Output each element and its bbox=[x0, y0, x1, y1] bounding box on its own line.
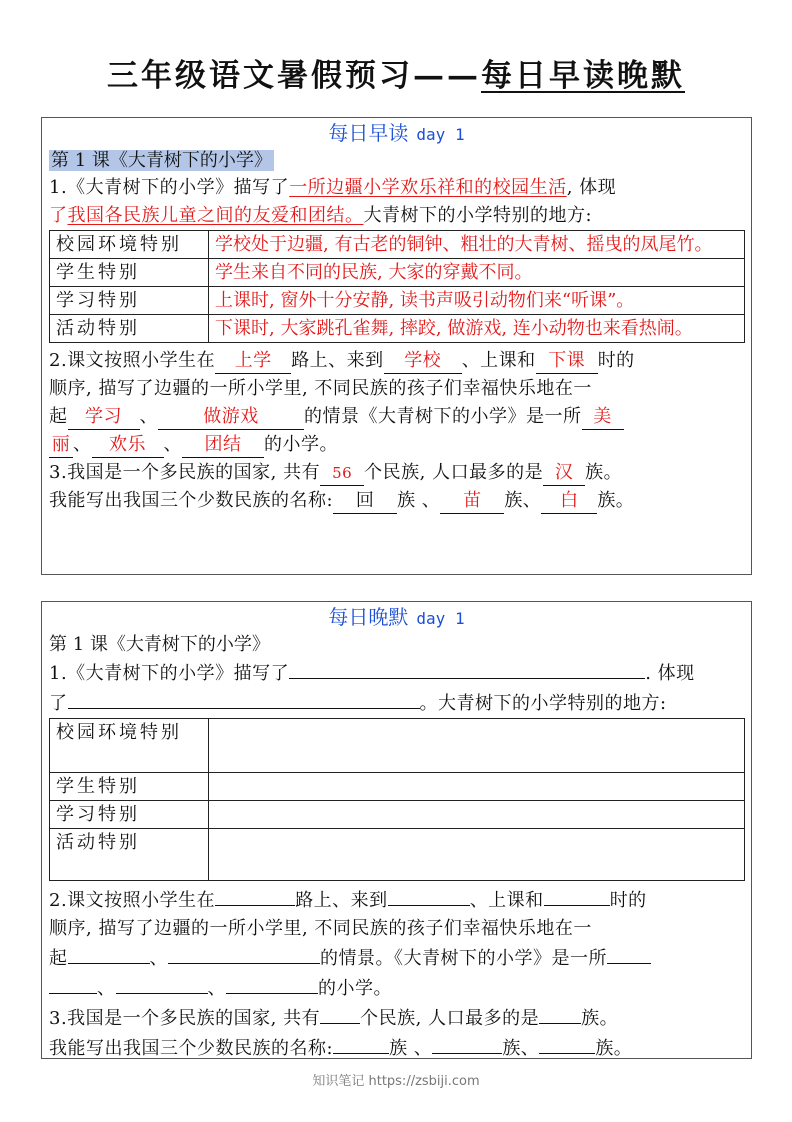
evening-heading-label: 每日晚默 bbox=[328, 605, 409, 629]
q3-answer: 56 bbox=[320, 461, 364, 486]
q2-blank[interactable] bbox=[388, 885, 470, 906]
table-key: 校园环境特别 bbox=[50, 231, 209, 259]
q1-mid: . 体现 bbox=[645, 663, 695, 684]
q2-answer: 美 bbox=[582, 405, 624, 430]
q2-text: 、 bbox=[163, 434, 182, 455]
q3-answer: 苗 bbox=[440, 489, 504, 514]
morning-day-label: day 1 bbox=[416, 125, 465, 144]
q3-text: 族。 bbox=[585, 462, 623, 483]
q2-text: 、 bbox=[97, 978, 116, 999]
table-value: 下课时, 大家跳孔雀舞, 摔跤, 做游戏, 连小动物也来看热闹。 bbox=[209, 315, 745, 343]
q1-pre2: 了 bbox=[49, 693, 68, 714]
q1-pre2: 了 bbox=[49, 205, 68, 226]
q2-text: 、 bbox=[73, 434, 92, 455]
q3-text: 个民族, 人口最多的是 bbox=[364, 462, 544, 483]
q3-answer: 白 bbox=[541, 489, 597, 514]
q1-blank[interactable] bbox=[289, 658, 645, 679]
table-blank-cell[interactable] bbox=[209, 719, 745, 773]
q2-text: 顺序, 描写了边疆的一所小学里, 不同民族的孩子们幸福快乐地在一 bbox=[49, 918, 592, 939]
q2-blank[interactable] bbox=[607, 943, 651, 964]
q3-text: 族 、 bbox=[397, 490, 441, 511]
evening-question-1 bbox=[42, 658, 751, 718]
q1-suffix: 。大青树下的小学特别的地方: bbox=[419, 693, 667, 714]
q2-answer: 学校 bbox=[384, 349, 462, 374]
evening-heading bbox=[42, 603, 751, 631]
table-key: 学习特别 bbox=[50, 801, 209, 829]
table-key: 学生特别 bbox=[50, 773, 209, 801]
q2-text: 2.课文按照小学生在 bbox=[49, 350, 216, 371]
table-key: 学生特别 bbox=[50, 259, 209, 287]
q3-text: 我能写出我国三个少数民族的名称: bbox=[49, 490, 334, 511]
q1-prefix: 1.《大青树下的小学》描写了 bbox=[49, 663, 290, 684]
evening-dictation-panel bbox=[41, 601, 752, 1059]
morning-feature-table bbox=[49, 230, 745, 343]
evening-lesson-title: 第 1 课《大青树下的小学》 bbox=[49, 634, 270, 655]
table-row bbox=[50, 829, 745, 881]
q3-answer: 回 bbox=[333, 489, 397, 514]
q1-mid: , 体现 bbox=[566, 177, 617, 198]
table-row bbox=[50, 315, 745, 343]
lesson-title-text: 第 1 课《大青树下的小学》 bbox=[51, 150, 272, 171]
q1-suffix: 大青树下的小学特别的地方: bbox=[363, 205, 593, 226]
q3-text: 3.我国是一个多民族的国家, 共有 bbox=[49, 462, 321, 483]
q2-answer: 丽 bbox=[49, 433, 73, 458]
evening-feature-table bbox=[49, 718, 745, 881]
q3-text: 我能写出我国三个少数民族的名称: bbox=[49, 1038, 334, 1059]
q3-text: 族。 bbox=[595, 1038, 633, 1059]
q2-text: 起 bbox=[49, 948, 68, 969]
q3-blank[interactable] bbox=[539, 1033, 595, 1054]
q2-text: 、 bbox=[149, 948, 168, 969]
q3-text: 族、 bbox=[502, 1038, 540, 1059]
table-blank-cell[interactable] bbox=[209, 829, 745, 881]
morning-question-2 bbox=[42, 347, 751, 459]
morning-heading bbox=[42, 119, 751, 147]
q2-answer: 团结 bbox=[182, 433, 264, 458]
table-key: 校园环境特别 bbox=[50, 719, 209, 773]
q2-text: 、上课和 bbox=[461, 350, 536, 371]
q3-blank[interactable] bbox=[333, 1033, 389, 1054]
q2-answer: 欢乐 bbox=[92, 433, 164, 458]
q2-text: 时的 bbox=[609, 890, 647, 911]
table-value: 学生来自不同的民族, 大家的穿戴不同。 bbox=[209, 259, 745, 287]
q2-text: 时的 bbox=[597, 350, 635, 371]
q1-prefix: 1.《大青树下的小学》描写了 bbox=[49, 177, 290, 198]
q2-text: 的情景《大青树下的小学》是一所 bbox=[304, 406, 582, 427]
table-key: 活动特别 bbox=[50, 315, 209, 343]
q3-blank[interactable] bbox=[539, 1003, 581, 1024]
q2-blank[interactable] bbox=[168, 943, 320, 964]
q2-answer: 下课 bbox=[536, 349, 598, 374]
q2-text: 、 bbox=[139, 406, 158, 427]
q2-blank[interactable] bbox=[68, 943, 150, 964]
page-title-main: 三年级语文暑假预习—— bbox=[107, 58, 481, 94]
evening-question-3 bbox=[42, 1003, 751, 1063]
q2-text: 顺序, 描写了边疆的一所小学里, 不同民族的孩子们幸福快乐地在一 bbox=[49, 378, 592, 399]
q2-text: 的情景。《大青树下的小学》是一所 bbox=[320, 948, 607, 969]
q3-text: 族。 bbox=[597, 490, 635, 511]
q2-blank[interactable] bbox=[226, 973, 318, 994]
page-title bbox=[0, 50, 792, 95]
q2-text: 、上课和 bbox=[469, 890, 544, 911]
q2-text: 路上、来到 bbox=[295, 890, 388, 911]
q2-text: 路上、来到 bbox=[291, 350, 384, 371]
q3-text: 3.我国是一个多民族的国家, 共有 bbox=[49, 1008, 321, 1029]
table-key: 学习特别 bbox=[50, 287, 209, 315]
q2-answer: 做游戏 bbox=[158, 405, 304, 430]
page-title-underlined: 每日早读晚默 bbox=[481, 58, 685, 94]
q3-text: 个民族, 人口最多的是 bbox=[360, 1008, 540, 1029]
q2-text: 的小学。 bbox=[264, 434, 338, 455]
table-row bbox=[50, 719, 745, 773]
q3-blank[interactable] bbox=[432, 1033, 502, 1054]
q3-text: 族、 bbox=[504, 490, 542, 511]
q1-answer-2: 我国各民族儿童之间的友爱和团结。 bbox=[67, 205, 364, 226]
q1-answer-1: 一所边疆小学欢乐祥和的校园生活 bbox=[289, 177, 567, 198]
q2-blank[interactable] bbox=[544, 885, 610, 906]
q2-text: 2.课文按照小学生在 bbox=[49, 890, 216, 911]
table-value: 学校处于边疆, 有古老的铜钟、粗壮的大青树、摇曳的凤尾竹。 bbox=[209, 231, 745, 259]
table-row bbox=[50, 287, 745, 315]
footer-watermark: 知识笔记 https://zsbiji.com bbox=[312, 1074, 480, 1089]
q2-text: 的小学。 bbox=[318, 978, 392, 999]
q3-text: 族 、 bbox=[389, 1038, 433, 1059]
table-key: 活动特别 bbox=[50, 829, 209, 881]
morning-question-1 bbox=[42, 174, 751, 230]
morning-question-3 bbox=[42, 459, 751, 515]
table-blank-cell[interactable] bbox=[209, 773, 745, 801]
q2-blank[interactable] bbox=[49, 973, 97, 994]
table-blank-cell[interactable] bbox=[209, 801, 745, 829]
evening-day-label: day 1 bbox=[416, 609, 465, 628]
q2-answer: 学习 bbox=[68, 405, 140, 430]
q1-blank[interactable] bbox=[68, 688, 420, 709]
q2-text: 起 bbox=[49, 406, 68, 427]
q2-answer: 上学 bbox=[215, 349, 291, 374]
q2-text: 、 bbox=[207, 978, 226, 999]
table-row bbox=[50, 231, 745, 259]
q3-answer: 汉 bbox=[543, 461, 585, 486]
table-row bbox=[50, 801, 745, 829]
table-row bbox=[50, 259, 745, 287]
q3-text: 族。 bbox=[581, 1008, 619, 1029]
evening-question-2 bbox=[42, 885, 751, 1003]
table-value: 上课时, 窗外十分安静, 读书声吸引动物们来“听课”。 bbox=[209, 287, 745, 315]
table-row bbox=[50, 773, 745, 801]
morning-heading-label: 每日早读 bbox=[328, 121, 409, 145]
morning-reading-panel bbox=[41, 117, 752, 575]
q3-blank[interactable] bbox=[320, 1003, 360, 1024]
q2-blank[interactable] bbox=[116, 973, 208, 994]
q2-blank[interactable] bbox=[215, 885, 295, 906]
morning-lesson-title bbox=[42, 147, 751, 174]
